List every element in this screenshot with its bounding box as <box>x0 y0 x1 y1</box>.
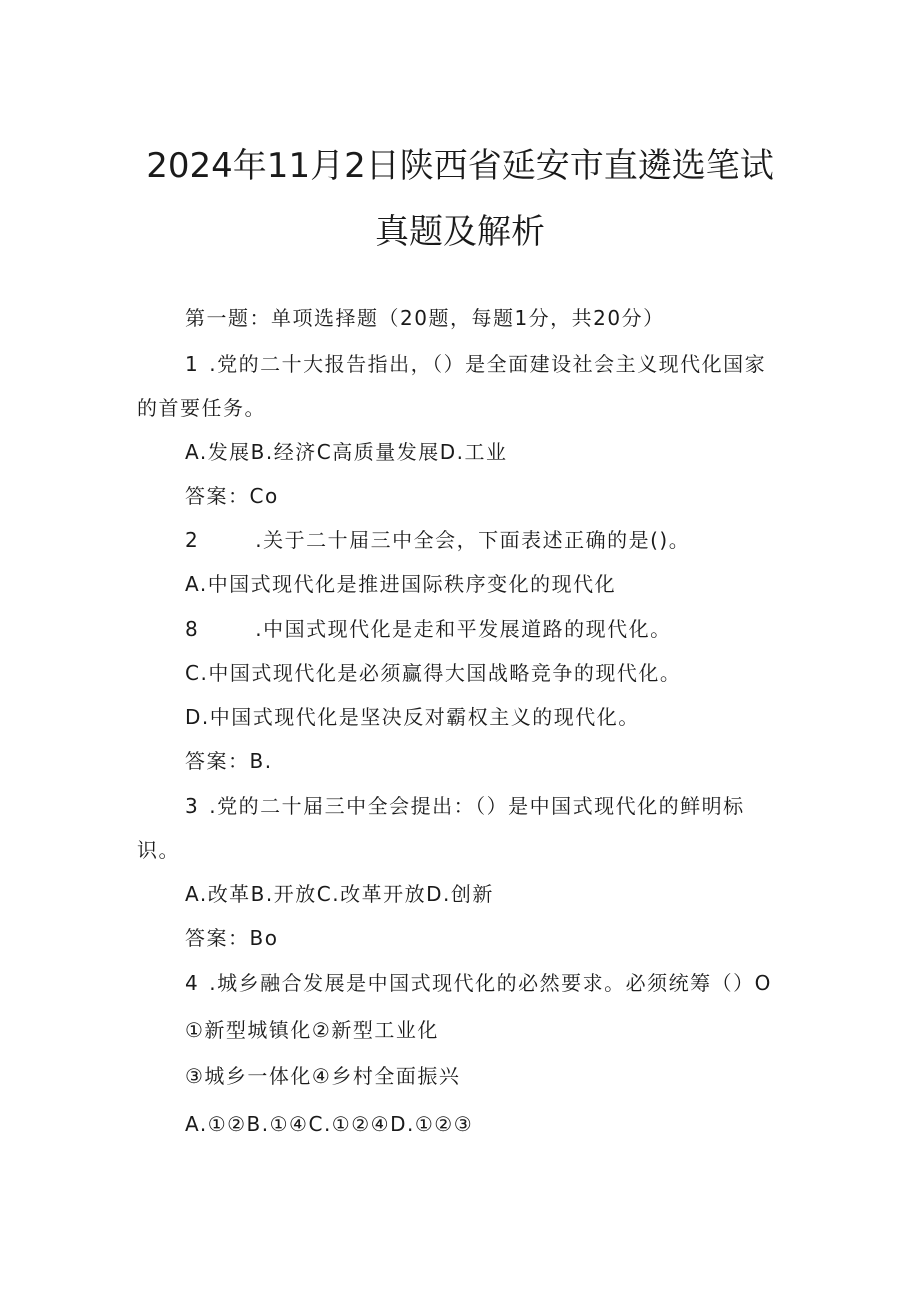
question-3-number: 3 <box>185 794 200 818</box>
question-1-text: .党的二十大报告指出，（）是全面建设社会主义现代化国家 <box>209 352 767 376</box>
question-2-option-b <box>185 613 672 642</box>
question-1-number: 1 <box>185 352 200 376</box>
section-heading: 第一题：单项选择题（20题，每题1分，共20分） <box>185 306 665 330</box>
question-2-option-c: C.中国式现代化是必须赢得大国战略竞争的现代化。 <box>185 661 682 685</box>
question-1-stem <box>185 348 766 377</box>
question-4-items-1-2: ①新型城镇化②新型工业化 <box>185 1018 439 1042</box>
question-3-stem <box>185 790 745 819</box>
question-2-number: 2 <box>185 528 200 552</box>
question-3-text: .党的二十届三中全会提出：（）是中国式现代化的鲜明标 <box>209 794 745 818</box>
question-3-answer: 答案：Bo <box>185 926 279 950</box>
question-3-stem-continued: 识。 <box>137 838 180 862</box>
question-2-stem <box>185 524 690 553</box>
question-2-text: .关于二十届三中全会，下面表述正确的是()。 <box>255 528 691 552</box>
question-2-answer: 答案：B. <box>185 749 273 773</box>
question-2-option-a: A.中国式现代化是推进国际秩序变化的现代化 <box>185 572 617 596</box>
question-4-number: 4 <box>185 971 200 995</box>
question-4-stem <box>185 967 772 996</box>
question-4-text: .城乡融合发展是中国式现代化的必然要求。必须统筹（）O <box>209 971 772 995</box>
question-1-answer: 答案：Co <box>185 484 279 508</box>
question-1-stem-continued: 的首要任务。 <box>137 396 266 420</box>
question-1-options: A.发展B.经济C高质量发展D.工业 <box>185 440 508 464</box>
question-2-option-b-text: .中国式现代化是走和平发展道路的现代化。 <box>255 617 672 641</box>
document-title-line-1: 2024年11月2日陕西省延安市直遴选笔试 <box>146 146 774 186</box>
question-4-options: A.①②B.①④C.①②④D.①②③ <box>185 1112 474 1136</box>
question-2-option-d: D.中国式现代化是坚决反对霸权主义的现代化。 <box>185 705 640 729</box>
question-4-items-3-4: ③城乡一体化④乡村全面振兴 <box>185 1064 461 1088</box>
question-2-option-b-number: 8 <box>185 617 200 641</box>
question-3-options: A.改革B.开放C.改革开放D.创新 <box>185 882 494 906</box>
document-title-line-2: 真题及解析 <box>375 212 545 252</box>
